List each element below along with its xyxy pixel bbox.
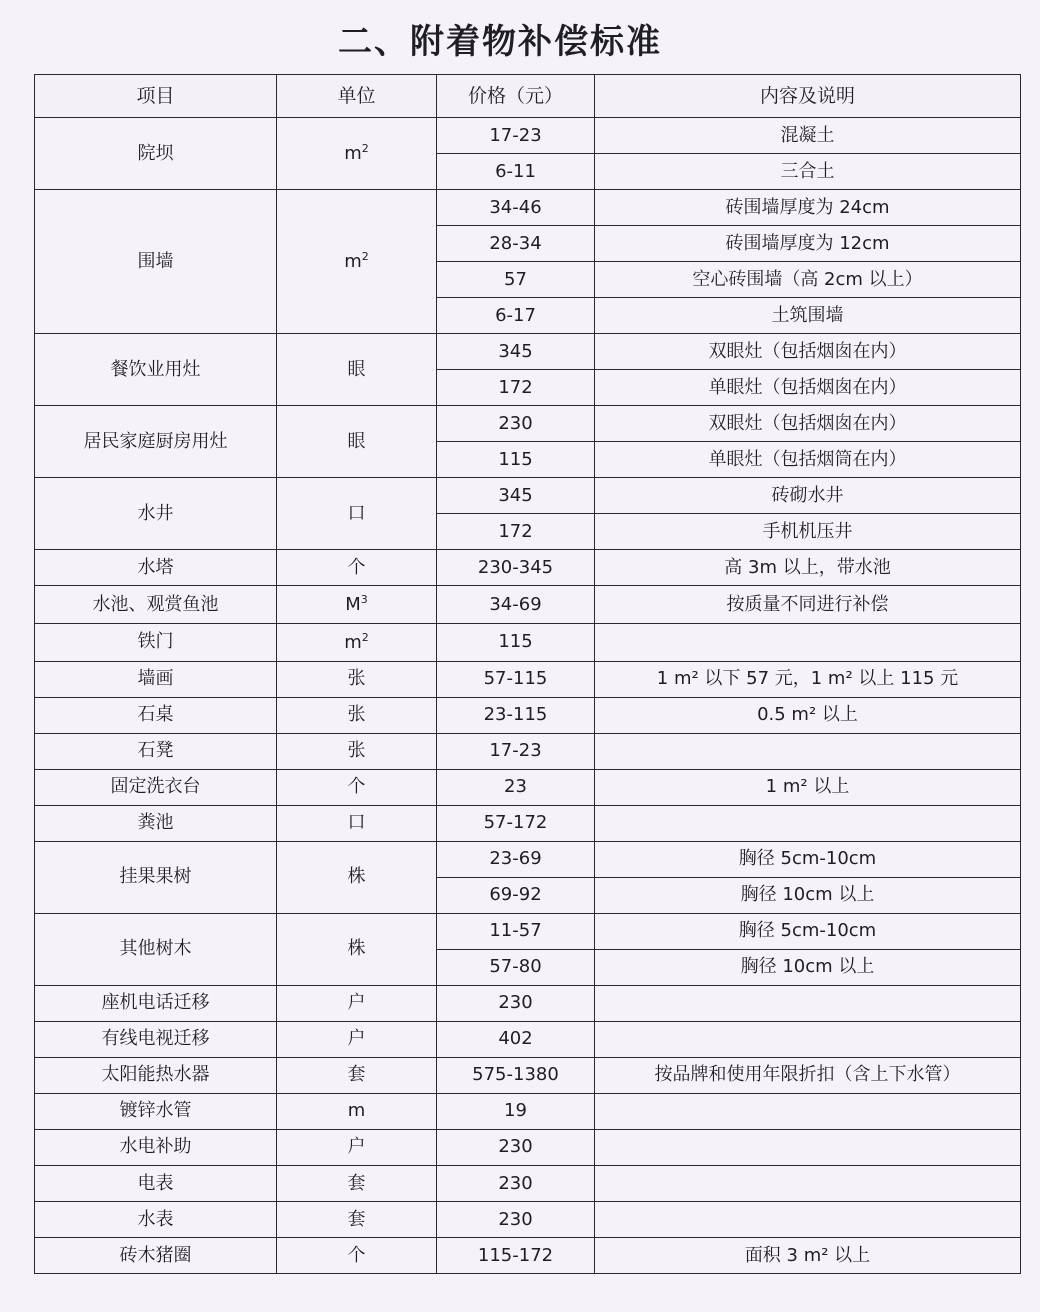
- unit-cell: [277, 1165, 437, 1201]
- page-title: 二、附着物补偿标准: [338, 22, 662, 62]
- table-row: [35, 913, 1021, 949]
- unit-cell: [277, 478, 437, 550]
- unit-cell: [277, 1057, 437, 1093]
- table-row: [35, 478, 1021, 514]
- table-row: [35, 190, 1021, 226]
- item-cell: 砖木猪圈: [35, 1237, 277, 1273]
- price-cell: 34-46: [437, 190, 595, 226]
- price-cell: 57-115: [437, 661, 595, 697]
- price-cell: 23-115: [437, 697, 595, 733]
- description-cell: 0.5 m² 以上: [595, 697, 1021, 733]
- unit-text: 眼: [347, 358, 366, 380]
- unit-cell: [277, 1237, 437, 1273]
- description-cell: [595, 1129, 1021, 1165]
- description-cell: 胸径 5cm-10cm: [595, 841, 1021, 877]
- description-cell: [595, 1201, 1021, 1237]
- price-cell: 28-34: [437, 226, 595, 262]
- table-row: [35, 841, 1021, 877]
- item-cell: 墙画: [35, 661, 277, 697]
- unit-text: m: [344, 251, 362, 273]
- unit-cell: [277, 190, 437, 334]
- item-cell: 居民家庭厨房用灶: [35, 406, 277, 478]
- table-row: [35, 1201, 1021, 1237]
- header-item: 项目: [35, 75, 277, 118]
- table-row: [35, 1021, 1021, 1057]
- table-row: [35, 733, 1021, 769]
- unit-superscript: 2: [361, 142, 369, 156]
- unit-cell: [277, 661, 437, 697]
- table-body: [35, 118, 1021, 1274]
- table-row: [35, 406, 1021, 442]
- item-cell: 挂果果树: [35, 841, 277, 913]
- price-cell: 19: [437, 1093, 595, 1129]
- description-cell: 面积 3 m² 以上: [595, 1237, 1021, 1273]
- unit-text: 套: [347, 1172, 366, 1194]
- item-cell: 水池、观赏鱼池: [35, 586, 277, 624]
- item-cell: 餐饮业用灶: [35, 334, 277, 406]
- price-cell: 230: [437, 1165, 595, 1201]
- unit-cell: [277, 985, 437, 1021]
- item-cell: 水电补助: [35, 1129, 277, 1165]
- description-cell: 按质量不同进行补偿: [595, 586, 1021, 624]
- unit-cell: [277, 1021, 437, 1057]
- price-cell: 115: [437, 442, 595, 478]
- price-cell: 34-69: [437, 586, 595, 624]
- price-cell: 57: [437, 262, 595, 298]
- description-cell: 按品牌和使用年限折扣（含上下水管）: [595, 1057, 1021, 1093]
- unit-text: 户: [347, 992, 366, 1014]
- item-cell: 石桌: [35, 697, 277, 733]
- table-row: [35, 623, 1021, 661]
- unit-cell: [277, 913, 437, 985]
- price-cell: 57-172: [437, 805, 595, 841]
- table-row: [35, 805, 1021, 841]
- unit-cell: [277, 1201, 437, 1237]
- description-cell: 高 3m 以上，带水池: [595, 550, 1021, 586]
- unit-text: 户: [347, 1028, 366, 1050]
- item-cell: 有线电视迁移: [35, 1021, 277, 1057]
- unit-text: 口: [347, 812, 366, 834]
- price-cell: 115: [437, 623, 595, 661]
- item-cell: 镀锌水管: [35, 1093, 277, 1129]
- description-cell: 1 m² 以上: [595, 769, 1021, 805]
- item-cell: 电表: [35, 1165, 277, 1201]
- unit-cell: [277, 1129, 437, 1165]
- unit-text: 张: [347, 704, 366, 726]
- table-row: [35, 1165, 1021, 1201]
- description-cell: 空心砖围墙（高 2cm 以上）: [595, 262, 1021, 298]
- unit-text: 个: [347, 1244, 366, 1266]
- table-row: [35, 769, 1021, 805]
- table-row: [35, 586, 1021, 624]
- table-row: [35, 118, 1021, 154]
- table-row: [35, 1129, 1021, 1165]
- unit-text: 口: [347, 502, 366, 524]
- price-cell: 69-92: [437, 877, 595, 913]
- table-row: [35, 985, 1021, 1021]
- description-cell: 单眼灶（包括烟筒在内）: [595, 442, 1021, 478]
- description-cell: 手机机压井: [595, 514, 1021, 550]
- description-cell: 双眼灶（包括烟囱在内）: [595, 406, 1021, 442]
- unit-text: m: [344, 631, 362, 653]
- description-cell: [595, 733, 1021, 769]
- compensation-table: [34, 74, 1021, 1274]
- unit-text: 张: [347, 740, 366, 762]
- price-cell: 230: [437, 406, 595, 442]
- unit-cell: [277, 841, 437, 913]
- description-cell: 胸径 10cm 以上: [595, 877, 1021, 913]
- unit-cell: [277, 334, 437, 406]
- description-cell: 砖围墙厚度为 12cm: [595, 226, 1021, 262]
- item-cell: 石凳: [35, 733, 277, 769]
- unit-cell: [277, 733, 437, 769]
- unit-text: m: [347, 1100, 366, 1122]
- price-cell: 17-23: [437, 733, 595, 769]
- header-unit: 单位: [277, 75, 437, 118]
- unit-superscript: 2: [361, 250, 369, 264]
- description-cell: 单眼灶（包括烟囱在内）: [595, 370, 1021, 406]
- item-cell: 水表: [35, 1201, 277, 1237]
- table-row: [35, 697, 1021, 733]
- price-cell: 230-345: [437, 550, 595, 586]
- table-row: [35, 1093, 1021, 1129]
- unit-text: m: [344, 143, 362, 165]
- description-cell: 三合土: [595, 154, 1021, 190]
- item-cell: 粪池: [35, 805, 277, 841]
- unit-text: 张: [347, 668, 366, 690]
- unit-text: 套: [347, 1208, 366, 1230]
- description-cell: [595, 805, 1021, 841]
- item-cell: 水塔: [35, 550, 277, 586]
- description-cell: 双眼灶（包括烟囱在内）: [595, 334, 1021, 370]
- unit-cell: [277, 805, 437, 841]
- table-row: [35, 1237, 1021, 1273]
- item-cell: 其他树木: [35, 913, 277, 985]
- table-row: [35, 334, 1021, 370]
- table-row: [35, 661, 1021, 697]
- unit-cell: [277, 769, 437, 805]
- description-cell: 胸径 10cm 以上: [595, 949, 1021, 985]
- description-cell: 混凝土: [595, 118, 1021, 154]
- price-cell: 23-69: [437, 841, 595, 877]
- price-cell: 115-172: [437, 1237, 595, 1273]
- description-cell: 土筑围墙: [595, 298, 1021, 334]
- unit-superscript: 3: [360, 593, 368, 607]
- price-cell: 17-23: [437, 118, 595, 154]
- unit-text: 株: [347, 866, 366, 888]
- description-cell: [595, 985, 1021, 1021]
- item-cell: 铁门: [35, 623, 277, 661]
- description-cell: [595, 623, 1021, 661]
- price-cell: 23: [437, 769, 595, 805]
- price-cell: 6-11: [437, 154, 595, 190]
- item-cell: 座机电话迁移: [35, 985, 277, 1021]
- item-cell: 水井: [35, 478, 277, 550]
- header-price: 价格（元）: [437, 75, 595, 118]
- description-cell: 胸径 5cm-10cm: [595, 913, 1021, 949]
- unit-cell: [277, 697, 437, 733]
- description-cell: [595, 1021, 1021, 1057]
- unit-text: 株: [347, 938, 366, 960]
- price-cell: 345: [437, 334, 595, 370]
- table-row: [35, 1057, 1021, 1093]
- description-cell: [595, 1093, 1021, 1129]
- unit-cell: [277, 118, 437, 190]
- price-cell: 172: [437, 514, 595, 550]
- unit-text: 眼: [347, 430, 366, 452]
- header-row: [35, 75, 1021, 118]
- price-cell: 230: [437, 985, 595, 1021]
- description-cell: 砖围墙厚度为 24cm: [595, 190, 1021, 226]
- price-cell: 345: [437, 478, 595, 514]
- unit-cell: [277, 623, 437, 661]
- description-cell: 砖砌水井: [595, 478, 1021, 514]
- price-cell: 57-80: [437, 949, 595, 985]
- unit-text: 个: [347, 556, 366, 578]
- unit-superscript: 2: [361, 630, 369, 644]
- unit-text: 个: [347, 776, 366, 798]
- price-cell: 402: [437, 1021, 595, 1057]
- price-cell: 6-17: [437, 298, 595, 334]
- item-cell: 院坝: [35, 118, 277, 190]
- price-cell: 230: [437, 1201, 595, 1237]
- item-cell: 固定洗衣台: [35, 769, 277, 805]
- price-cell: 575-1380: [437, 1057, 595, 1093]
- unit-cell: [277, 406, 437, 478]
- price-cell: 230: [437, 1129, 595, 1165]
- unit-cell: [277, 586, 437, 624]
- header-description: 内容及说明: [595, 75, 1021, 118]
- item-cell: 太阳能热水器: [35, 1057, 277, 1093]
- unit-text: 套: [347, 1064, 366, 1086]
- description-cell: [595, 1165, 1021, 1201]
- unit-cell: [277, 1093, 437, 1129]
- unit-cell: [277, 550, 437, 586]
- price-cell: 11-57: [437, 913, 595, 949]
- unit-text: 户: [347, 1136, 366, 1158]
- item-cell: 围墙: [35, 190, 277, 334]
- table-row: [35, 550, 1021, 586]
- description-cell: 1 m² 以下 57 元，1 m² 以上 115 元: [595, 661, 1021, 697]
- unit-text: M: [345, 594, 361, 616]
- price-cell: 172: [437, 370, 595, 406]
